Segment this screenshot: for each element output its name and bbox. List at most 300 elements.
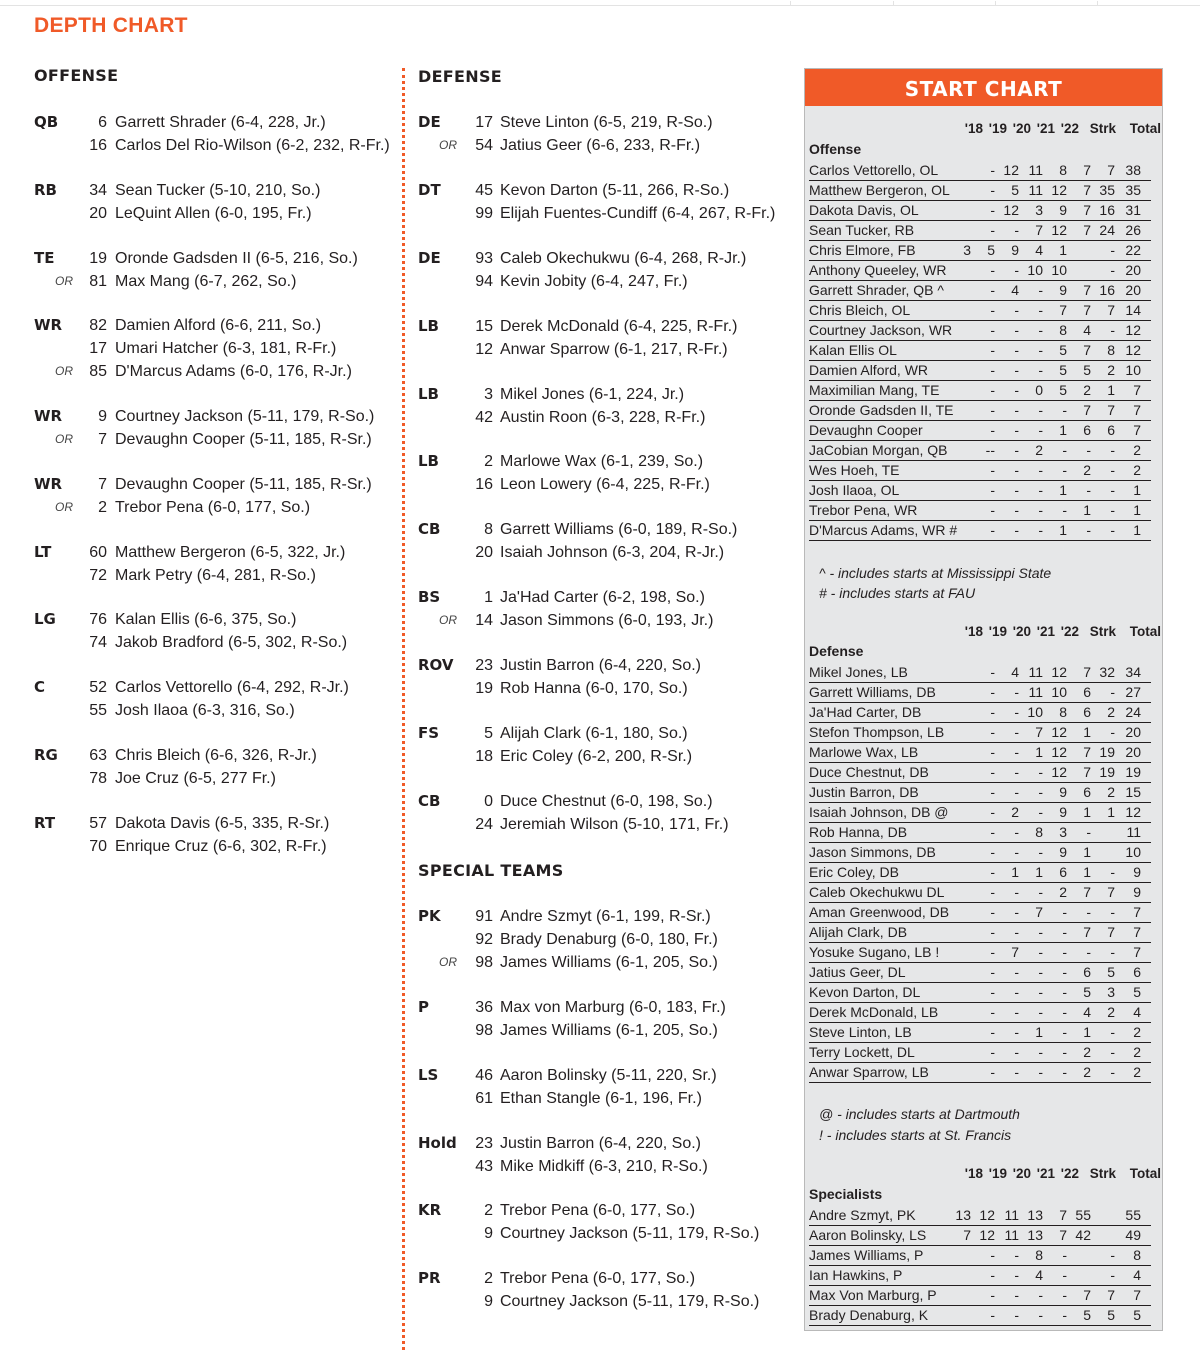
start-chart-value: - <box>1014 684 1019 700</box>
start-chart-player: Andre Szmyt, PK <box>809 1207 916 1223</box>
start-chart-value: - <box>1110 462 1115 478</box>
start-chart-table <box>809 161 1151 541</box>
start-chart-value: 7 <box>1035 724 1043 740</box>
jersey-number: 7 <box>98 476 107 493</box>
jersey-number: 2 <box>484 1202 493 1219</box>
start-chart-value: - <box>1062 1064 1067 1080</box>
player-name: Devaughn Cooper (5-11, 185, R-Sr.) <box>115 431 372 448</box>
jersey-number: 93 <box>475 250 493 267</box>
start-chart-value: - <box>990 1247 995 1263</box>
start-chart-row <box>809 703 1151 723</box>
start-chart-player: Kalan Ellis OL <box>809 342 897 358</box>
start-chart-value: 20 <box>1125 262 1141 278</box>
or-label: OR <box>55 500 73 514</box>
start-chart-row <box>809 241 1151 261</box>
column-label: '18 <box>964 121 983 136</box>
player-name: Ethan Stangle (6-1, 196, Fr.) <box>500 1090 702 1107</box>
player-name: Courtney Jackson (5-11, 179, R-So.) <box>115 408 375 425</box>
start-chart-value: - <box>990 182 995 198</box>
start-chart-value: - <box>990 1004 995 1020</box>
player-name: Rob Hanna (6-0, 170, So.) <box>500 680 688 697</box>
start-chart-value: - <box>1110 1024 1115 1040</box>
start-chart-value: - <box>1086 904 1091 920</box>
column-label: Total <box>1129 624 1161 639</box>
start-chart-value: 7 <box>1107 402 1115 418</box>
start-chart-value: - <box>1110 322 1115 338</box>
start-chart-value: - <box>1038 282 1043 298</box>
jersey-number: 7 <box>98 431 107 448</box>
start-chart-player: Ja'Had Carter, DB <box>809 704 922 720</box>
start-chart-value: 1 <box>1059 482 1067 498</box>
start-chart-value: 7 <box>1133 944 1141 960</box>
start-chart-player: Dakota Davis, OL <box>809 202 919 218</box>
player-name: Courtney Jackson (5-11, 179, R-So.) <box>500 1225 760 1242</box>
start-chart-column-header <box>809 624 1161 642</box>
start-chart-player: Wes Hoeh, TE <box>809 462 900 478</box>
start-chart-value: 12 <box>979 1207 995 1223</box>
start-chart-value: - <box>1062 502 1067 518</box>
player-name: Umari Hatcher (6-3, 181, R-Fr.) <box>115 340 337 357</box>
start-chart-value: - <box>990 1044 995 1060</box>
jersey-number: 43 <box>475 1158 493 1175</box>
start-chart-value: - <box>1014 844 1019 860</box>
player-name: Max Mang (6-7, 262, So.) <box>115 273 297 290</box>
position-label: BS <box>418 588 441 606</box>
start-chart-value: 8 <box>1035 824 1043 840</box>
jersey-number: 20 <box>475 544 493 561</box>
start-chart-player: Sean Tucker, RB <box>809 222 915 238</box>
start-chart-value: - <box>1062 1024 1067 1040</box>
column-label: Total <box>1129 121 1161 136</box>
jersey-number: 36 <box>475 999 493 1016</box>
start-chart-value: 2 <box>1011 804 1019 820</box>
start-chart-value: 8 <box>1035 1247 1043 1263</box>
start-chart-value: - <box>1062 944 1067 960</box>
start-chart-value: -- <box>985 442 995 458</box>
start-chart-value: - <box>1062 924 1067 940</box>
player-name: Enrique Cruz (6-6, 302, R-Fr.) <box>115 838 327 855</box>
start-chart-player: Stefon Thompson, LB <box>809 724 945 740</box>
start-chart-row <box>809 301 1151 321</box>
jersey-number: 15 <box>475 318 493 335</box>
start-chart-value: 5 <box>1011 182 1019 198</box>
start-chart-value: - <box>1014 984 1019 1000</box>
rule-tick <box>790 1 791 6</box>
start-chart-value: - <box>990 402 995 418</box>
start-chart-value: - <box>990 944 995 960</box>
column-label: '20 <box>1012 624 1031 639</box>
start-chart-value: 3 <box>1035 202 1043 218</box>
player-name: Garrett Williams (6-0, 189, R-So.) <box>500 521 738 538</box>
start-chart-value: - <box>1110 1064 1115 1080</box>
start-chart-value: - <box>1014 704 1019 720</box>
start-chart-player: Anwar Sparrow, LB <box>809 1064 929 1080</box>
start-chart-value: 7 <box>1083 182 1091 198</box>
column-label: Strk <box>1089 121 1116 136</box>
start-chart-value: - <box>1062 442 1067 458</box>
start-chart-row <box>809 1043 1151 1063</box>
start-chart-value: 4 <box>1035 1267 1043 1283</box>
player-name: LeQuint Allen (6-0, 195, Fr.) <box>115 205 312 222</box>
start-chart-row <box>809 281 1151 301</box>
start-chart-value: - <box>1014 744 1019 760</box>
jersey-number: 54 <box>475 137 493 154</box>
player-name: Dakota Davis (6-5, 335, R-Sr.) <box>115 815 330 832</box>
start-chart-row <box>809 863 1151 883</box>
start-chart-value: - <box>1038 522 1043 538</box>
start-chart-player: James Williams, P <box>809 1247 924 1263</box>
start-chart-player: Rob Hanna, DB <box>809 824 908 840</box>
position-label: LT <box>34 543 52 561</box>
start-chart-value: - <box>990 1024 995 1040</box>
start-chart-row <box>809 783 1151 803</box>
start-chart-value: 7 <box>1083 924 1091 940</box>
player-name: Elijah Fuentes-Cundiff (6-4, 267, R-Fr.) <box>500 205 776 222</box>
jersey-number: 61 <box>475 1090 493 1107</box>
start-chart-value: 4 <box>1011 282 1019 298</box>
start-chart-player: Aman Greenwood, DB <box>809 904 950 920</box>
jersey-number: 76 <box>89 611 107 628</box>
jersey-number: 94 <box>475 273 493 290</box>
start-chart-row <box>809 261 1151 281</box>
start-chart-value: - <box>1038 502 1043 518</box>
jersey-number: 18 <box>475 748 493 765</box>
start-chart-value: - <box>1086 442 1091 458</box>
start-chart-value: 6 <box>1083 784 1091 800</box>
start-chart-player: Carlos Vettorello, OL <box>809 162 939 178</box>
start-chart-value: 7 <box>1133 904 1141 920</box>
jersey-number: 8 <box>484 521 493 538</box>
jersey-number: 6 <box>98 114 107 131</box>
start-chart-value: 2 <box>1107 784 1115 800</box>
start-chart-title: START CHART <box>805 69 1162 106</box>
start-chart-value: 9 <box>1059 202 1067 218</box>
start-chart-value: 5 <box>1059 362 1067 378</box>
start-chart-value: 55 <box>1125 1207 1141 1223</box>
start-chart-player: Derek McDonald, LB <box>809 1004 939 1020</box>
column-label: '18 <box>964 1166 983 1181</box>
jersey-number: 52 <box>89 679 107 696</box>
start-chart-value: 7 <box>1107 162 1115 178</box>
start-chart-value: - <box>1038 924 1043 940</box>
player-name: Aaron Bolinsky (5-11, 220, Sr.) <box>500 1067 717 1084</box>
start-chart-value: - <box>1038 964 1043 980</box>
start-chart-value: - <box>990 764 995 780</box>
start-chart-value: - <box>1014 502 1019 518</box>
start-chart-player: Isaiah Johnson, DB @ <box>809 804 949 820</box>
start-chart-value: 15 <box>1125 784 1141 800</box>
start-chart-value: - <box>1086 482 1091 498</box>
start-chart-value: - <box>1038 944 1043 960</box>
jersey-number: 45 <box>475 182 493 199</box>
start-chart-value: 8 <box>1059 162 1067 178</box>
start-chart-footnote: @ - includes starts at Dartmouth <box>819 1106 1020 1122</box>
start-chart-value: 10 <box>1027 704 1043 720</box>
player-name: Carlos Del Rio-Wilson (6-2, 232, R-Fr.) <box>115 137 390 154</box>
jersey-number: 81 <box>89 273 107 290</box>
start-chart-value: - <box>1014 924 1019 940</box>
start-chart-value: - <box>990 322 995 338</box>
start-chart-value: 7 <box>1083 1287 1091 1303</box>
column-label: Total <box>1129 1166 1161 1181</box>
start-chart-value: 14 <box>1125 302 1141 318</box>
start-chart-value: 7 <box>1083 222 1091 238</box>
page-title: DEPTH CHART <box>34 14 188 37</box>
start-chart-value: - <box>1014 422 1019 438</box>
start-chart-value: 35 <box>1125 182 1141 198</box>
start-chart-value: 7 <box>1083 664 1091 680</box>
start-chart-value: 1 <box>1083 804 1091 820</box>
start-chart-value: - <box>1014 1307 1019 1323</box>
start-chart-value: - <box>1038 884 1043 900</box>
start-chart-value: - <box>1014 382 1019 398</box>
start-chart-value: - <box>990 864 995 880</box>
start-chart-row <box>809 161 1151 181</box>
start-chart-value: - <box>990 422 995 438</box>
start-chart-value: 1 <box>1083 724 1091 740</box>
position-label: PK <box>418 907 441 925</box>
column-label: '22 <box>1060 624 1079 639</box>
player-name: Anwar Sparrow (6-1, 217, R-Fr.) <box>500 341 728 358</box>
start-chart-player: Marlowe Wax, LB <box>809 744 919 760</box>
start-chart-row <box>809 723 1151 743</box>
start-chart-value: 7 <box>1107 302 1115 318</box>
or-label: OR <box>439 138 457 152</box>
start-chart-value: - <box>1110 482 1115 498</box>
jersey-number: 98 <box>475 1022 493 1039</box>
start-chart-player: Devaughn Cooper <box>809 422 923 438</box>
player-name: Steve Linton (6-5, 219, R-So.) <box>500 114 713 131</box>
start-chart-value: 1 <box>1059 522 1067 538</box>
start-chart-player: Courtney Jackson, WR <box>809 322 953 338</box>
start-chart-value: 10 <box>1125 844 1141 860</box>
start-chart-value: 1 <box>1059 422 1067 438</box>
start-chart-row <box>809 1286 1151 1306</box>
start-chart-value: 11 <box>1028 664 1043 680</box>
start-chart-value: - <box>1110 904 1115 920</box>
start-chart-row <box>809 1226 1151 1246</box>
start-chart-value: - <box>990 904 995 920</box>
start-chart-value: 12 <box>1051 182 1067 198</box>
start-chart-value: - <box>990 522 995 538</box>
start-chart-value: - <box>1014 402 1019 418</box>
start-chart-value: 32 <box>1099 664 1115 680</box>
column-label: '20 <box>1012 1166 1031 1181</box>
start-chart-value: 20 <box>1125 744 1141 760</box>
start-chart-value: 7 <box>1107 884 1115 900</box>
start-chart-value: 24 <box>1099 222 1115 238</box>
start-chart-value: - <box>1038 1064 1043 1080</box>
start-chart-player: JaCobian Morgan, QB <box>809 442 948 458</box>
or-label: OR <box>439 955 457 969</box>
start-chart-player: Chris Bleich, OL <box>809 302 911 318</box>
player-name: Damien Alford (6-6, 211, So.) <box>115 317 322 334</box>
start-chart-row <box>809 421 1151 441</box>
jersey-number: 2 <box>98 499 107 516</box>
start-chart-value: - <box>1110 944 1115 960</box>
start-chart-value: - <box>1110 502 1115 518</box>
start-chart-value: - <box>1038 1004 1043 1020</box>
start-chart-table <box>809 663 1151 1083</box>
start-chart-value: 3 <box>963 242 971 258</box>
column-divider <box>402 68 405 1350</box>
defense-heading: DEFENSE <box>418 67 503 86</box>
start-chart-value: - <box>1038 984 1043 1000</box>
start-chart-value: 13 <box>1027 1227 1043 1243</box>
start-chart-value: 5 <box>1083 1307 1091 1323</box>
player-name: Brady Denaburg (6-0, 180, Fr.) <box>500 931 718 948</box>
start-chart-value: - <box>1014 262 1019 278</box>
player-name: Matthew Bergeron (6-5, 322, Jr.) <box>115 544 346 561</box>
player-name: Andre Szmyt (6-1, 199, R-Sr.) <box>500 908 711 925</box>
start-chart-column-header <box>809 1166 1161 1184</box>
start-chart-value: 9 <box>1133 884 1141 900</box>
start-chart-value: 8 <box>1107 342 1115 358</box>
start-chart-value: - <box>990 964 995 980</box>
start-chart-value: 9 <box>1011 242 1019 258</box>
column-label: '20 <box>1012 121 1031 136</box>
start-chart-value: - <box>1014 764 1019 780</box>
start-chart-value: 12 <box>1003 202 1019 218</box>
column-label: '19 <box>988 1166 1007 1181</box>
jersey-number: 1 <box>484 589 493 606</box>
start-chart-player: Terry Lockett, DL <box>809 1044 915 1060</box>
start-chart-value: - <box>1110 242 1115 258</box>
start-chart-value: 12 <box>1125 804 1141 820</box>
jersey-number: 85 <box>89 363 107 380</box>
start-chart-value: - <box>990 482 995 498</box>
column-label: Strk <box>1089 624 1116 639</box>
start-chart-player: Matthew Bergeron, OL <box>809 182 950 198</box>
start-chart-value: - <box>1038 482 1043 498</box>
start-chart-value: 2 <box>1059 884 1067 900</box>
position-label: LS <box>418 1066 439 1084</box>
start-chart-value: - <box>1014 724 1019 740</box>
player-name: Ja'Had Carter (6-2, 198, So.) <box>500 589 705 606</box>
start-chart-value: 2 <box>1083 1044 1091 1060</box>
start-chart-value: 7 <box>1083 302 1091 318</box>
start-chart-value: - <box>990 382 995 398</box>
start-chart-player: Alijah Clark, DB <box>809 924 908 940</box>
start-chart-value: 5 <box>1059 342 1067 358</box>
jersey-number: 5 <box>484 725 493 742</box>
start-chart-value: - <box>1110 724 1115 740</box>
start-chart-value: - <box>1062 402 1067 418</box>
start-chart-value: 6 <box>1083 684 1091 700</box>
start-chart-row <box>809 903 1151 923</box>
start-chart-row <box>809 341 1151 361</box>
jersey-number: 60 <box>89 544 107 561</box>
column-label: '18 <box>964 624 983 639</box>
position-label: WR <box>34 407 63 425</box>
start-chart-value: - <box>1038 1044 1043 1060</box>
player-name: Oronde Gadsden II (6-5, 216, So.) <box>115 250 358 267</box>
position-label: CB <box>418 520 441 538</box>
start-chart-value: 35 <box>1099 182 1115 198</box>
start-chart-value: 9 <box>1059 282 1067 298</box>
start-chart-value: - <box>1014 1287 1019 1303</box>
start-chart-player: Mikel Jones, LB <box>809 664 908 680</box>
player-name: Trebor Pena (6-0, 177, So.) <box>500 1270 696 1287</box>
start-chart-value: 4 <box>1083 322 1091 338</box>
start-chart-value: - <box>1062 964 1067 980</box>
start-chart-player: Damien Alford, WR <box>809 362 929 378</box>
start-chart-player: Kevon Darton, DL <box>809 984 921 1000</box>
player-name: Sean Tucker (5-10, 210, So.) <box>115 182 321 199</box>
offense-heading: OFFENSE <box>34 66 119 85</box>
position-label: WR <box>34 475 63 493</box>
start-chart-value: 10 <box>1051 684 1067 700</box>
start-chart-value: 6 <box>1083 422 1091 438</box>
start-chart-value: - <box>1086 824 1091 840</box>
jersey-number: 16 <box>475 476 493 493</box>
player-name: Joe Cruz (6-5, 277 Fr.) <box>115 770 276 787</box>
start-chart-player: Steve Linton, LB <box>809 1024 912 1040</box>
position-label: RB <box>34 181 57 199</box>
start-chart-row <box>809 743 1151 763</box>
start-chart-value: 1 <box>1035 744 1043 760</box>
start-chart-value: 2 <box>1083 1064 1091 1080</box>
start-chart-value: 10 <box>1125 362 1141 378</box>
player-name: Duce Chestnut (6-0, 198, So.) <box>500 793 713 810</box>
start-chart-value: 19 <box>1099 744 1115 760</box>
start-chart-row <box>809 1306 1151 1326</box>
jersey-number: 19 <box>89 250 107 267</box>
player-name: Devaughn Cooper (5-11, 185, R-Sr.) <box>115 476 372 493</box>
jersey-number: 17 <box>475 114 493 131</box>
start-chart-value: 7 <box>1107 1287 1115 1303</box>
start-chart-value: - <box>1062 1287 1067 1303</box>
start-chart-value: 5 <box>1083 362 1091 378</box>
start-chart-value: - <box>990 744 995 760</box>
start-chart-row <box>809 401 1151 421</box>
jersey-number: 9 <box>484 1225 493 1242</box>
start-chart-value: - <box>990 844 995 860</box>
start-chart-value: - <box>1110 684 1115 700</box>
column-label: '21 <box>1036 624 1055 639</box>
start-chart-value: 2 <box>1035 442 1043 458</box>
start-chart-value: 2 <box>1107 704 1115 720</box>
jersey-number: 99 <box>475 205 493 222</box>
player-name: Jeremiah Wilson (5-10, 171, Fr.) <box>500 816 729 833</box>
start-chart-row <box>809 883 1151 903</box>
start-chart-value: 13 <box>1027 1207 1043 1223</box>
position-label: FS <box>418 724 440 742</box>
jersey-number: 63 <box>89 747 107 764</box>
start-chart-value: 4 <box>1011 664 1019 680</box>
start-chart-value: 3 <box>1059 824 1067 840</box>
start-chart-value: 9 <box>1059 844 1067 860</box>
start-chart-value: - <box>1014 824 1019 840</box>
player-name: Kevon Darton (5-11, 266, R-So.) <box>500 182 730 199</box>
jersey-number: 19 <box>475 680 493 697</box>
column-label: Strk <box>1089 1166 1116 1181</box>
start-chart-value: 5 <box>1107 1307 1115 1323</box>
start-chart-value: 0 <box>1035 382 1043 398</box>
start-chart-value: 7 <box>1011 944 1019 960</box>
start-chart-player: Ian Hawkins, P <box>809 1267 903 1283</box>
start-chart-value: 7 <box>1083 162 1091 178</box>
start-chart-value: 9 <box>1133 864 1141 880</box>
start-chart-value: - <box>1038 422 1043 438</box>
start-chart-value: 12 <box>1051 764 1067 780</box>
player-name: Mikel Jones (6-1, 224, Jr.) <box>500 386 685 403</box>
jersey-number: 82 <box>89 317 107 334</box>
jersey-number: 20 <box>89 205 107 222</box>
position-label: P <box>418 998 429 1016</box>
start-chart-value: 7 <box>1083 342 1091 358</box>
column-label: '19 <box>988 121 1007 136</box>
